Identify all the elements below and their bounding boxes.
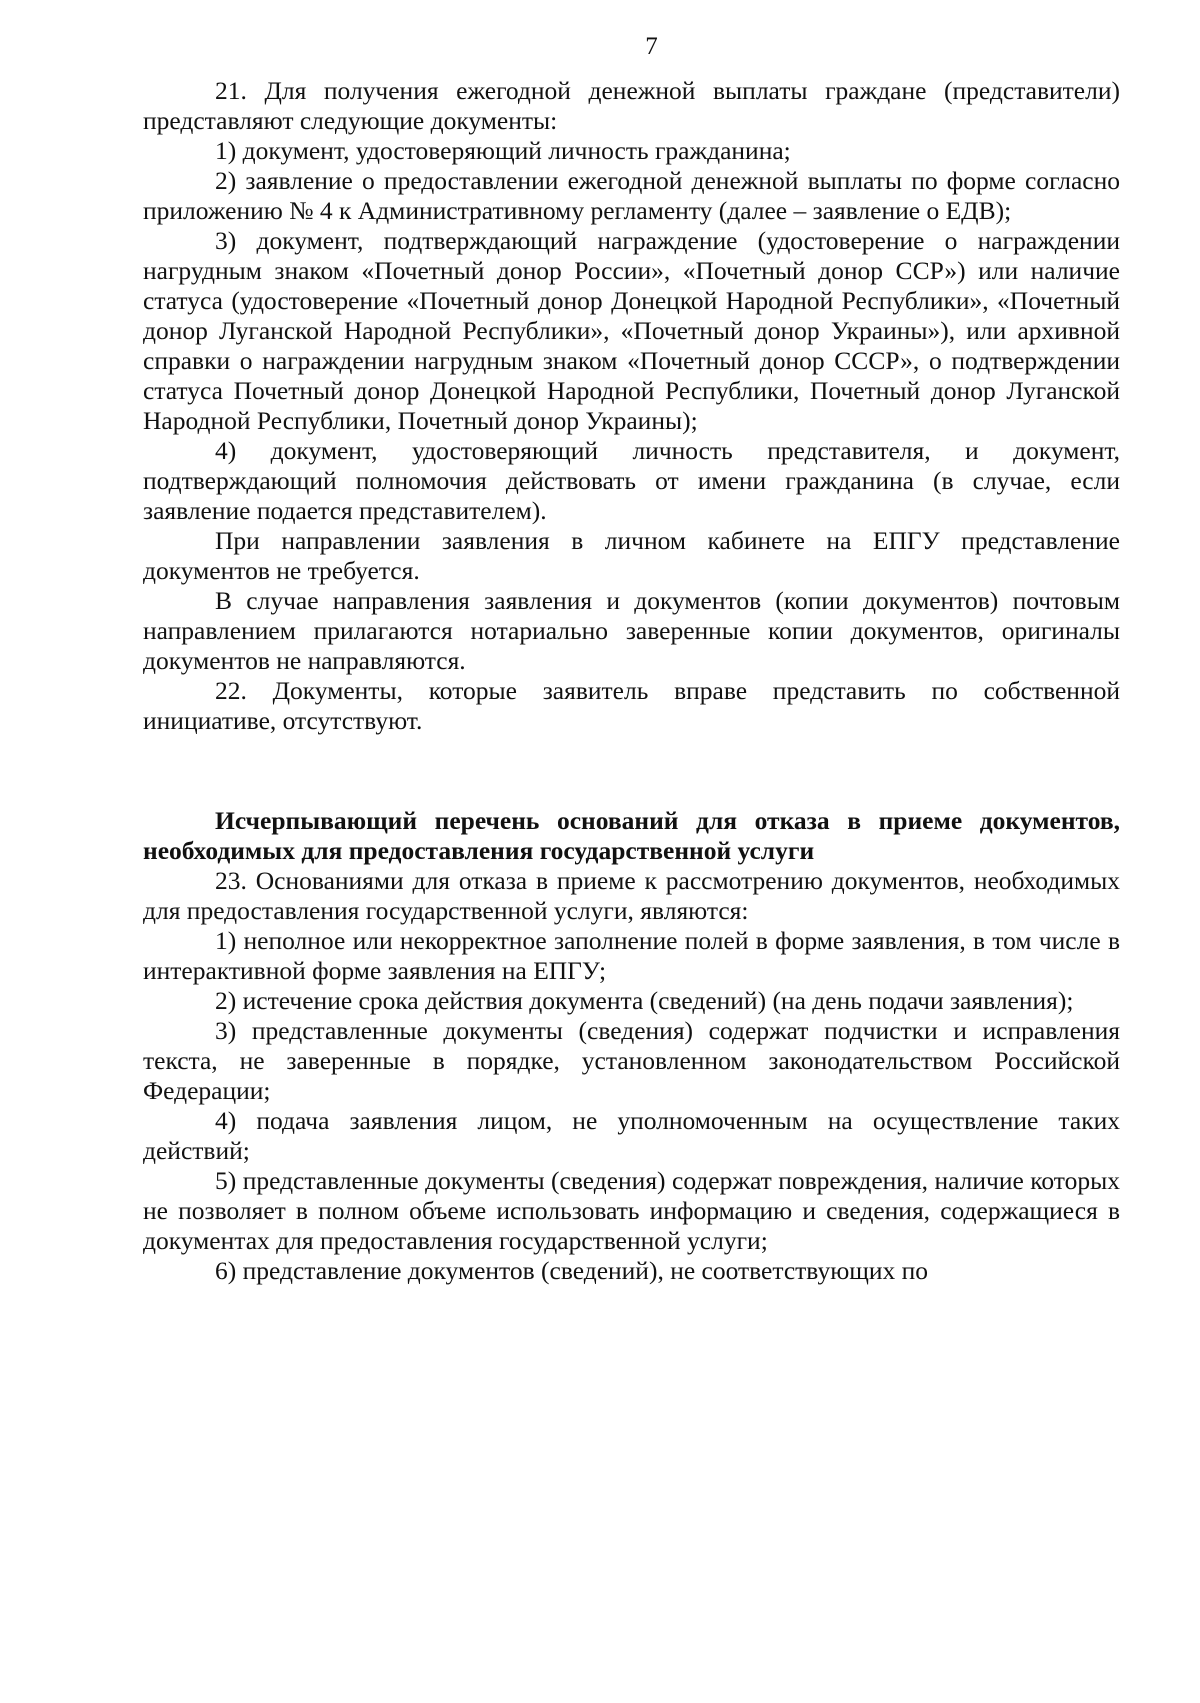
list-item-1: 1) документ, удостоверяющий личность гражданина; xyxy=(215,136,791,165)
paragraph-epgu: При направлении заявления в личном кабинете на ЕПГУ представление документов не требуется. xyxy=(143,526,1120,585)
list-item-2: 2) заявление о предоставлении ежегодной денежной выплаты по форме согласно приложению № 4 к Административному регламенту (далее – заявление о ЕДВ); xyxy=(143,166,1120,225)
refusal-item-5: 5) представленные документы (сведения) содержат повреждения, наличие которых не позволяет в полном объеме использовать информацию и сведения, содержащиеся в документах для предоставления государственной услуги; xyxy=(143,1166,1120,1255)
list-item-3: 3) документ, подтверждающий награждение (удостоверение о награждении нагрудным знаком «Почетный донор России», «Почетный донор ССР») или наличие статуса (удостоверение «Почетный донор Донецкой Народной Республики», «Почетный донор Луганской Народной Республики», «Почетный донор Украины»), или архивной справки о награждении нагрудным знаком «Почетный донор СССР», о подтверждении статуса Почетный донор Донецкой Народной Республики, Почетный донор Луганской Народной Республики, Почетный донор Украины); xyxy=(143,226,1120,435)
list-item-4: 4) документ, удостоверяющий личность представителя, и документ, подтверждающий полномочия действовать от имени гражданина (в случае, если заявление подается представителем). xyxy=(143,436,1120,525)
refusal-item-1: 1) неполное или некорректное заполнение полей в форме заявления, в том числе в интерактивной форме заявления на ЕПГУ; xyxy=(143,926,1120,985)
paragraph-22: 22. Документы, которые заявитель вправе представить по собственной инициативе, отсутствуют. xyxy=(143,676,1120,735)
refusal-item-2: 2) истечение срока действия документа (сведений) (на день подачи заявления); xyxy=(215,986,1074,1015)
refusal-item-3: 3) представленные документы (сведения) содержат подчистки и исправления текста, не заверенные в порядке, установленном законодательством Российской Федерации; xyxy=(143,1016,1120,1105)
page-number: 7 xyxy=(645,33,658,60)
section-gap xyxy=(143,736,1120,806)
paragraph-21: 21. Для получения ежегодной денежной выплаты граждане (представители) представляют следующие документы: xyxy=(143,76,1120,135)
section-heading: Исчерпывающий перечень оснований для отказа в приеме документов, необходимых для предоставления государственной услуги xyxy=(143,806,1120,865)
refusal-item-4: 4) подача заявления лицом, не уполномоченным на осуществление таких действий; xyxy=(143,1106,1120,1165)
paragraph-23: 23. Основаниями для отказа в приеме к рассмотрению документов, необходимых для предоставления государственной услуги, являются: xyxy=(143,866,1120,925)
refusal-item-6: 6) представление документов (сведений), не соответствующих по xyxy=(215,1256,929,1285)
paragraph-postal: В случае направления заявления и документов (копии документов) почтовым направлением прилагаются нотариально заверенные копии документов, оригиналы документов не направляются. xyxy=(143,586,1120,675)
